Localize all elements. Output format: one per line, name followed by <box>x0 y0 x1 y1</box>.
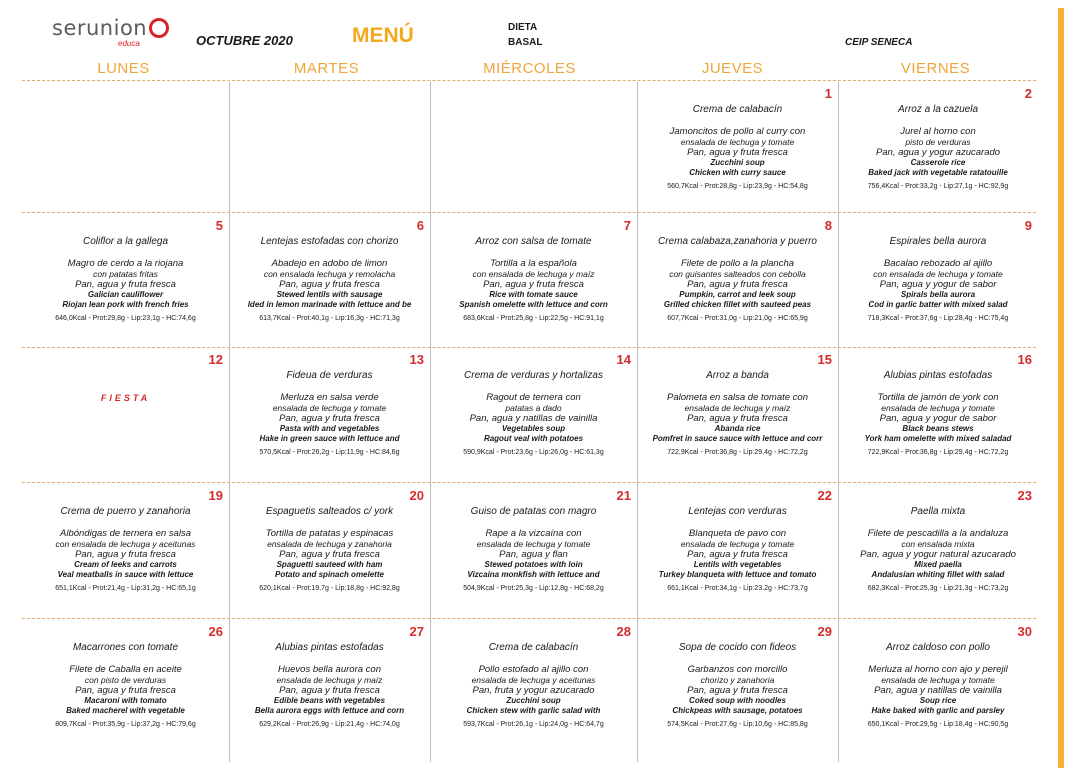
nutrition-info: 607,7Kcal - Prot:31,0g - Lip:21,0g - HC:65,9g <box>667 315 808 322</box>
main-course-english: Andalusian whiting fillet with salad <box>871 570 1005 579</box>
menu-day-cell <box>229 620 430 762</box>
day-thursday: JUEVES <box>701 60 764 77</box>
first-course: Crema de puerro y zanahoria <box>60 506 191 517</box>
main-course-english: Hake in green sauce with lettuce and <box>259 434 400 443</box>
row-divider <box>22 80 1036 81</box>
first-course-english: Abanda rice <box>714 424 761 433</box>
day-number: 1 <box>824 86 832 101</box>
day-number: 14 <box>616 352 631 367</box>
first-course-english: Black beans stews <box>902 424 974 433</box>
first-course-english: Cream of leeks and carrots <box>74 560 177 569</box>
nutrition-info: 574,5Kcal - Prot:27,6g - Lip:10,6g - HC:85,8g <box>667 721 808 728</box>
day-number: 26 <box>208 624 223 639</box>
day-number: 30 <box>1017 624 1032 639</box>
main-course: Palometa en salsa de tomate con <box>666 392 808 403</box>
diet-type: BASAL <box>508 37 543 48</box>
school-name: CEIP SENECA <box>845 37 913 48</box>
main-course-english: Veal meatballs in sauce with lettuce <box>57 570 194 579</box>
bread-drink-dessert: Pan, agua y fruta fresca <box>483 279 584 290</box>
menu-day-cell <box>229 214 430 348</box>
day-number: 9 <box>1024 218 1032 233</box>
menu-day-cell <box>430 214 637 348</box>
first-course-english: Zucchini soup <box>506 696 561 705</box>
main-course-english: Vizcaina monkfish with lettuce and <box>467 570 600 579</box>
menu-day-cell <box>22 348 229 484</box>
day-friday: VIERNES <box>900 60 971 77</box>
side-dish: ensalada de lechuga y tomate <box>272 403 387 413</box>
nutrition-info: 593,7Kcal - Prot:26,1g - Lip:24,0g - HC:64,7g <box>463 721 604 728</box>
main-course-english: Chicken with curry sauce <box>689 168 786 177</box>
nutrition-info: 650,1Kcal - Prot:29,5g - Lip:18,4g - HC:90,5g <box>867 721 1009 728</box>
main-course-english: Chickpeas with sausage, potatoes <box>672 706 803 715</box>
bread-drink-dessert: Pan, agua y yogur natural azucarado <box>860 549 1016 560</box>
side-dish: patatas a dado <box>505 403 562 413</box>
first-course-english: Macaroni with tomato <box>84 696 167 705</box>
day-number: 7 <box>623 218 631 233</box>
main-course-english: Hake baked with garlic and parsley <box>871 706 1005 715</box>
bread-drink-dessert: Pan, agua y fruta fresca <box>279 549 380 560</box>
bread-drink-dessert: Pan, agua y yogur de sabor <box>879 413 997 424</box>
menu-day-cell <box>637 484 838 620</box>
main-course-english: Riojan lean pork with french fries <box>62 300 189 309</box>
main-course: Rape a la vizcaína con <box>485 528 582 539</box>
diet-label: DIETA <box>508 22 538 33</box>
first-course-english: Mixed paella <box>914 560 962 569</box>
day-tuesday: MARTES <box>293 60 360 77</box>
day-number: 13 <box>409 352 424 367</box>
bread-drink-dessert: Pan, agua y fruta fresca <box>279 413 380 424</box>
main-course: Tortilla a la española <box>490 258 577 269</box>
main-course-english: York ham omelette with mixed saladad <box>864 434 1012 443</box>
day-number: 29 <box>817 624 832 639</box>
side-dish: con pisto de verduras <box>84 675 167 685</box>
main-course: Bacalao rebozado al ajillo <box>883 258 993 269</box>
day-number: 2 <box>1024 86 1032 101</box>
first-course: Paella mixta <box>910 506 966 517</box>
main-course: Merluza al horno con ajo y perejil <box>868 664 1008 675</box>
main-course-english: Pomfret in sauce sauce with lettuce and corr <box>652 434 823 443</box>
side-dish: pisto de verduras <box>905 137 971 147</box>
side-dish: con guisantes salteados con cebolla <box>669 269 806 279</box>
main-course: Merluza en salsa verde <box>280 392 379 403</box>
logo-mark-icon <box>149 18 169 38</box>
nutrition-info: 683,6Kcal - Prot:25,8g - Lip:22,5g - HC:91,1g <box>463 315 604 322</box>
day-number: 23 <box>1017 488 1032 503</box>
day-number: 19 <box>208 488 223 503</box>
first-course-english: Lentils with vegetables <box>693 560 782 569</box>
bread-drink-dessert: Pan, agua y fruta fresca <box>75 685 176 696</box>
bread-drink-dessert: Pan, agua y fruta fresca <box>687 147 788 158</box>
decorative-side-bar <box>1058 8 1064 768</box>
day-number: 21 <box>616 488 631 503</box>
first-course-english: Soup rice <box>919 696 957 705</box>
nutrition-info: 718,3Kcal - Prot:37,6g - Lip:28,4g - HC:75,4g <box>867 315 1009 322</box>
first-course-english: Edible beans with vegetables <box>273 696 386 705</box>
main-course: Magro de cerdo a la riojana <box>67 258 184 269</box>
bread-drink-dessert: Pan, agua y flan <box>499 549 568 560</box>
menu-day-cell <box>22 620 229 762</box>
menu-day-cell <box>22 214 229 348</box>
side-dish: con ensalada de lechuga y aceitunas <box>55 539 196 549</box>
day-number: 6 <box>416 218 424 233</box>
first-course-english: Coked soup with noodles <box>689 696 786 705</box>
menu-day-cell <box>838 348 1038 484</box>
first-course: Espaguetis salteados c/ york <box>265 506 394 517</box>
menu-day-cell <box>838 82 1038 214</box>
nutrition-info: 651,1Kcal - Prot:21,4g - Lip:31,2g - HC:65,1g <box>55 585 196 592</box>
weekday-header-row <box>22 60 1036 82</box>
menu-day-cell <box>838 484 1038 620</box>
first-course: Crema de calabacín <box>692 104 783 115</box>
nutrition-info: 570,5Kcal - Prot:26,2g - Lip:11,9g - HC:84,6g <box>259 449 400 456</box>
first-course: Arroz a la cazuela <box>897 104 979 115</box>
bread-drink-dessert: Pan, agua y fruta fresca <box>687 413 788 424</box>
bread-drink-dessert: Pan, agua y fruta fresca <box>687 685 788 696</box>
side-dish: ensalada de lechuga y tomate <box>680 137 795 147</box>
nutrition-info: 646,0Kcal - Prot:29,8g - Lip:23,1g - HC:74,6g <box>55 315 196 322</box>
day-number: 16 <box>1017 352 1032 367</box>
first-course: Coliflor a la gallega <box>82 236 169 247</box>
main-course-english: Bella aurora eggs with lettuce and corn <box>254 706 405 715</box>
main-course: Jurel al horno con <box>900 126 976 137</box>
first-course: Crema de verduras y hortalizas <box>464 370 603 381</box>
menu-day-cell <box>430 348 637 484</box>
day-number: 12 <box>208 352 223 367</box>
first-course: Espirales bella aurora <box>889 236 987 247</box>
main-course: Garbanzos con morcillo <box>687 664 788 675</box>
bread-drink-dessert: Pan, agua y fruta fresca <box>279 279 380 290</box>
main-course-english: lded in lemon marinade with lettuce and be <box>247 300 412 309</box>
side-dish: con ensalada de lechuga y maíz <box>472 269 595 279</box>
menu-day-cell <box>229 484 430 620</box>
main-course: Filete de Caballa en aceite <box>69 664 182 675</box>
main-course: Filete de pescadilla a la andaluza <box>867 528 1009 539</box>
menu-day-cell <box>637 214 838 348</box>
first-course-english: Casserole rice <box>910 158 966 167</box>
nutrition-info: 590,9Kcal - Prot:23,6g - Lip:26,0g - HC:61,3g <box>463 449 604 456</box>
first-course: Alubias pintas estofadas <box>275 642 384 653</box>
first-course: Lentejas estofadas con chorizo <box>260 236 399 247</box>
first-course: Arroz a banda <box>706 370 769 381</box>
nutrition-info: 722,9Kcal - Prot:36,8g - Lip:29,4g - HC:72,2g <box>867 449 1009 456</box>
main-course-english: Ragout veal with potatoes <box>483 434 584 443</box>
first-course: Alubias pintas estofadas <box>883 370 993 381</box>
nutrition-info: 629,2Kcal - Prot:26,9g - Lip:21,4g - HC:74,0g <box>259 721 400 728</box>
menu-day-cell <box>229 82 430 214</box>
side-dish: con ensalada de lechuga y tomate <box>873 269 1003 279</box>
first-course: Crema de calabacín <box>488 642 579 653</box>
first-course-english: Spaguetti sauteed with ham <box>276 560 383 569</box>
first-course: Sopa de cocido con fideos <box>678 642 797 653</box>
day-number: 28 <box>616 624 631 639</box>
side-dish: con ensalada lechuga y remolacha <box>263 269 396 279</box>
side-dish: ensalada de lechuga y tomate <box>476 539 591 549</box>
side-dish: ensalada de lechuga y maíz <box>684 403 791 413</box>
side-dish: con ensalada mixta <box>901 539 975 549</box>
first-course: Guiso de patatas con magro <box>470 506 597 517</box>
nutrition-info: 560,7Kcal - Prot:28,8g - Lip:23,9g - HC:54,8g <box>667 183 808 190</box>
main-course-english: Cod in garlic batter with mixed salad <box>868 300 1008 309</box>
side-dish: con patatas fritas <box>93 269 158 279</box>
nutrition-info: 682,3Kcal - Prot:25,3g - Lip:21,3g - HC:73,2g <box>867 585 1009 592</box>
menu-day-cell <box>637 348 838 484</box>
bread-drink-dessert: Pan, agua y fruta fresca <box>75 279 176 290</box>
menu-day-cell <box>838 620 1038 762</box>
nutrition-info: 756,4Kcal - Prot:33,2g - Lip:27,1g - HC:92,9g <box>867 183 1009 190</box>
nutrition-info: 661,1Kcal - Prot:34,1g - Lip:23.2g - HC:73,7g <box>667 585 808 592</box>
day-monday: LUNES <box>97 60 150 77</box>
holiday-label: FIESTA <box>100 393 151 403</box>
first-course-english: Vegetables soup <box>501 424 566 433</box>
bread-drink-dessert: Pan, agua y fruta fresca <box>687 279 788 290</box>
main-course-english: Grilled chicken fillet with sauteed peas <box>663 300 812 309</box>
menu-header <box>0 0 1080 55</box>
menu-day-cell <box>430 484 637 620</box>
month-label: OCTUBRE 2020 <box>196 33 293 48</box>
side-dish: ensalada de lechuga y tomate <box>881 403 995 413</box>
first-course: Macarrones con tomate <box>72 642 179 653</box>
first-course-english: Stewed lentils with sausage <box>276 290 383 299</box>
day-number: 15 <box>817 352 832 367</box>
main-course: Jamoncitos de pollo al curry con <box>669 126 806 137</box>
bread-drink-dessert: Pan, agua y fruta fresca <box>75 549 176 560</box>
main-course-english: Chicken stew with garlic salad with <box>466 706 601 715</box>
menu-day-cell <box>22 484 229 620</box>
side-dish: ensalada de lechuga y zanahoria <box>267 539 392 549</box>
nutrition-info: 722,9Kcal - Prot:36,8g - Lip:29,4g - HC:72,2g <box>667 449 808 456</box>
first-course: Arroz caldoso con pollo <box>886 642 990 653</box>
side-dish: ensalada de lechuga y maíz <box>276 675 383 685</box>
menu-day-cell <box>430 620 637 762</box>
first-course: Arroz con salsa de tomate <box>475 236 592 247</box>
first-course: Lentejas con verduras <box>688 506 787 517</box>
main-course-english: Spanish omelette with lettuce and corn <box>459 300 608 309</box>
day-number: 27 <box>409 624 424 639</box>
main-course-english: Baked jack with vegetable ratatouille <box>868 168 1008 177</box>
menu-day-cell <box>22 82 229 214</box>
main-course: Filete de pollo a la plancha <box>680 258 795 269</box>
first-course-english: Stewed potatoes with loin <box>484 560 583 569</box>
menu-day-cell <box>229 348 430 484</box>
bread-drink-dessert: Pan, agua y fruta fresca <box>279 685 380 696</box>
bread-drink-dessert: Pan, fruta y yogur azucarado <box>472 685 595 696</box>
nutrition-info: 809,7Kcal - Prot:35,9g - Lip:37,2g - HC:79,6g <box>55 721 196 728</box>
first-course-english: Galician cauliflower <box>87 290 164 299</box>
main-course: Huevos bella aurora con <box>278 664 381 675</box>
main-course: Blanqueta de pavo con <box>688 528 787 539</box>
main-course: Pollo estofado al ajillo con <box>478 664 589 675</box>
day-wednesday: MIÉRCOLES <box>483 60 576 77</box>
nutrition-info: 504,9Kcal - Prot:25,3g - Lip:12,8g - HC:68,2g <box>463 585 604 592</box>
bread-drink-dessert: Pan, agua y fruta fresca <box>687 549 788 560</box>
side-dish: ensalada de lechuga y tomate <box>881 675 995 685</box>
nutrition-info: 613,7Kcal - Prot:40,1g - Lip:16,3g - HC:71,3g <box>259 315 400 322</box>
menu-day-cell <box>637 82 838 214</box>
main-course: Albóndigas de ternera en salsa <box>60 528 191 539</box>
menu-day-cell <box>838 214 1038 348</box>
main-course: Ragout de ternera con <box>486 392 581 403</box>
first-course-english: Pasta with and vegetables <box>279 424 380 433</box>
menu-day-cell <box>637 620 838 762</box>
main-course: Tortilla de patatas y espinacas <box>265 528 394 539</box>
day-number: 8 <box>824 218 832 233</box>
main-course: Tortilla de jamón de york con <box>877 392 999 403</box>
menu-day-cell <box>430 82 637 214</box>
nutrition-info: 620,1Kcal - Prot:19,7g - Lip:18,8g - HC:92,8g <box>259 585 400 592</box>
main-course: Abadejo en adobo de limon <box>271 258 388 269</box>
first-course-english: Pumpkin, carrot and leek soup <box>679 290 796 299</box>
logo-subtitle: educa <box>118 39 140 48</box>
menu-title: MENÚ <box>352 24 414 47</box>
side-dish: ensalada de lechuga y tomate <box>680 539 795 549</box>
serunion-logo: serunion <box>52 16 169 40</box>
first-course: Fideua de verduras <box>286 370 373 381</box>
first-course-english: Zucchini soup <box>710 158 765 167</box>
main-course-english: Baked macherel with vegetable <box>66 706 185 715</box>
bread-drink-dessert: Pan, agua y yogur de sabor <box>879 279 997 290</box>
side-dish: ensalada de lechuga y aceitunas <box>471 675 596 685</box>
bread-drink-dessert: Pan, agua y natillas de vainilla <box>469 413 598 424</box>
first-course-english: Spirals bella aurora <box>900 290 976 299</box>
day-number: 5 <box>215 218 223 233</box>
day-number: 22 <box>817 488 832 503</box>
first-course: Crema calabaza,zanahoria y puerro <box>658 236 817 247</box>
main-course-english: Potato and spinach omelette <box>275 570 384 579</box>
day-number: 20 <box>409 488 424 503</box>
main-course-english: Turkey blanqueta with lettuce and tomato <box>658 570 817 579</box>
side-dish: chorizo y zanahoria <box>700 675 775 685</box>
bread-drink-dessert: Pan, agua y natillas de vainilla <box>874 685 1002 696</box>
bread-drink-dessert: Pan, agua y yogur azucarado <box>875 147 1001 158</box>
first-course-english: Rice with tomate sauce <box>489 290 578 299</box>
